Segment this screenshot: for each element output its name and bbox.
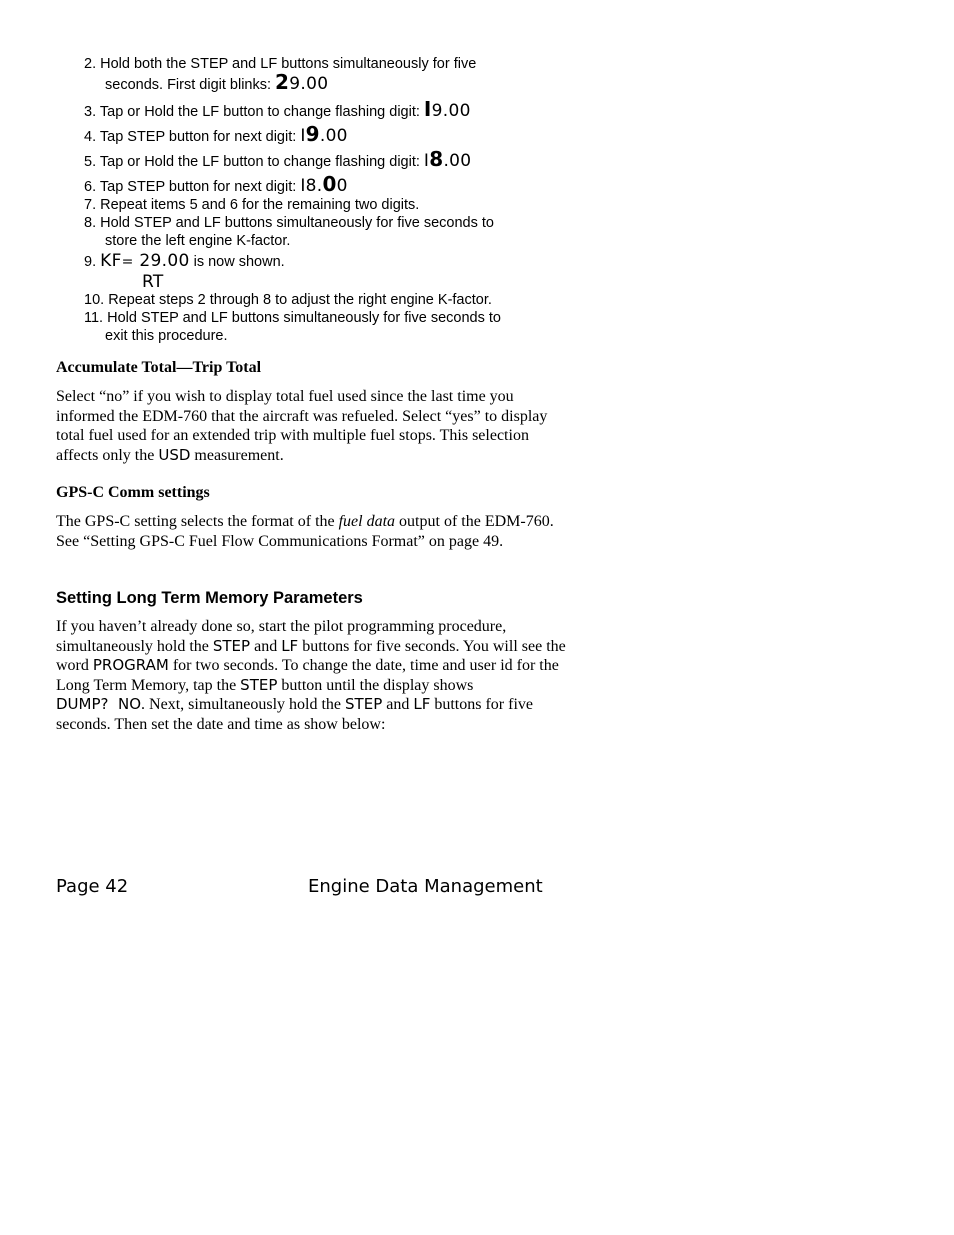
list-item-continuation: store the left engine K-factor. bbox=[105, 233, 291, 249]
list-item-continuation: seconds. First digit blinks: 29.00 bbox=[105, 70, 329, 94]
lcd-readout: 29.00 bbox=[275, 70, 329, 94]
section-heading-gps-comm: GPS-C Comm settings bbox=[56, 484, 210, 501]
list-item: 10. Repeat steps 2 through 8 to adjust the right engine K-factor. bbox=[84, 292, 492, 308]
list-item: 6. Tap STEP button for next digit: I8.00 bbox=[84, 172, 348, 196]
list-item: 8. Hold STEP and LF buttons simultaneously for five seconds to bbox=[84, 215, 494, 231]
lcd-readout: KF= 29.00 bbox=[100, 251, 190, 271]
list-item: 9. KF= 29.00 is now shown. bbox=[84, 251, 285, 271]
accumulate-total-paragraph: Select “no” if you wish to display total fuel used since the last time you informed the EDM-760 that the aircraft was refueled. Select “yes” to display total fuel used for an extended trip with multiple fuel stops. This selection affects only the USD measurement. bbox=[56, 388, 548, 464]
lcd-readout: I8.00 bbox=[423, 147, 472, 171]
k-factor-steps-list bbox=[84, 55, 564, 345]
list-item: 3. Tap or Hold the LF button to change flashing digit: I9.00 bbox=[84, 97, 471, 121]
list-item: 11. Hold STEP and LF buttons simultaneously for five seconds to bbox=[84, 310, 501, 326]
lcd-readout-second-line: RT bbox=[142, 272, 164, 292]
section-heading-long-term-memory: Setting Long Term Memory Parameters bbox=[56, 589, 363, 607]
list-item: 5. Tap or Hold the LF button to change flashing digit: I8.00 bbox=[84, 147, 472, 171]
section-heading-accumulate-total: Accumulate Total—Trip Total bbox=[56, 359, 262, 376]
lcd-readout: I9.00 bbox=[300, 122, 348, 146]
list-item: 2. Hold both the STEP and LF buttons simultaneously for five bbox=[84, 56, 477, 72]
gps-comm-paragraph: The GPS-C setting selects the format of the fuel data output of the EDM-760. See “Setting GPS-C Fuel Flow Communications Format” on page 49. bbox=[56, 513, 554, 550]
footer-title: Engine Data Management bbox=[308, 876, 543, 897]
long-term-memory-paragraph: If you haven’t already done so, start the pilot programming procedure, simultaneously hold the STEP and LF buttons for five seconds. You will see the word PROGRAM for two seconds. To change the date, time and user id for the Long Term Memory, tap the STEP button until the display shows DUMP? NO. Next, simultaneously hold the STEP and LF buttons for five seconds. Then set the date and time as show below: bbox=[56, 618, 566, 733]
list-item: 4. Tap STEP button for next digit: I9.00 bbox=[84, 122, 348, 146]
lcd-readout: I9.00 bbox=[423, 97, 471, 121]
footer-page-number: Page 42 bbox=[56, 876, 129, 897]
list-item: 7. Repeat items 5 and 6 for the remaining two digits. bbox=[84, 197, 420, 213]
list-item-continuation: exit this procedure. bbox=[105, 328, 228, 344]
lcd-readout: I8.00 bbox=[300, 172, 348, 196]
